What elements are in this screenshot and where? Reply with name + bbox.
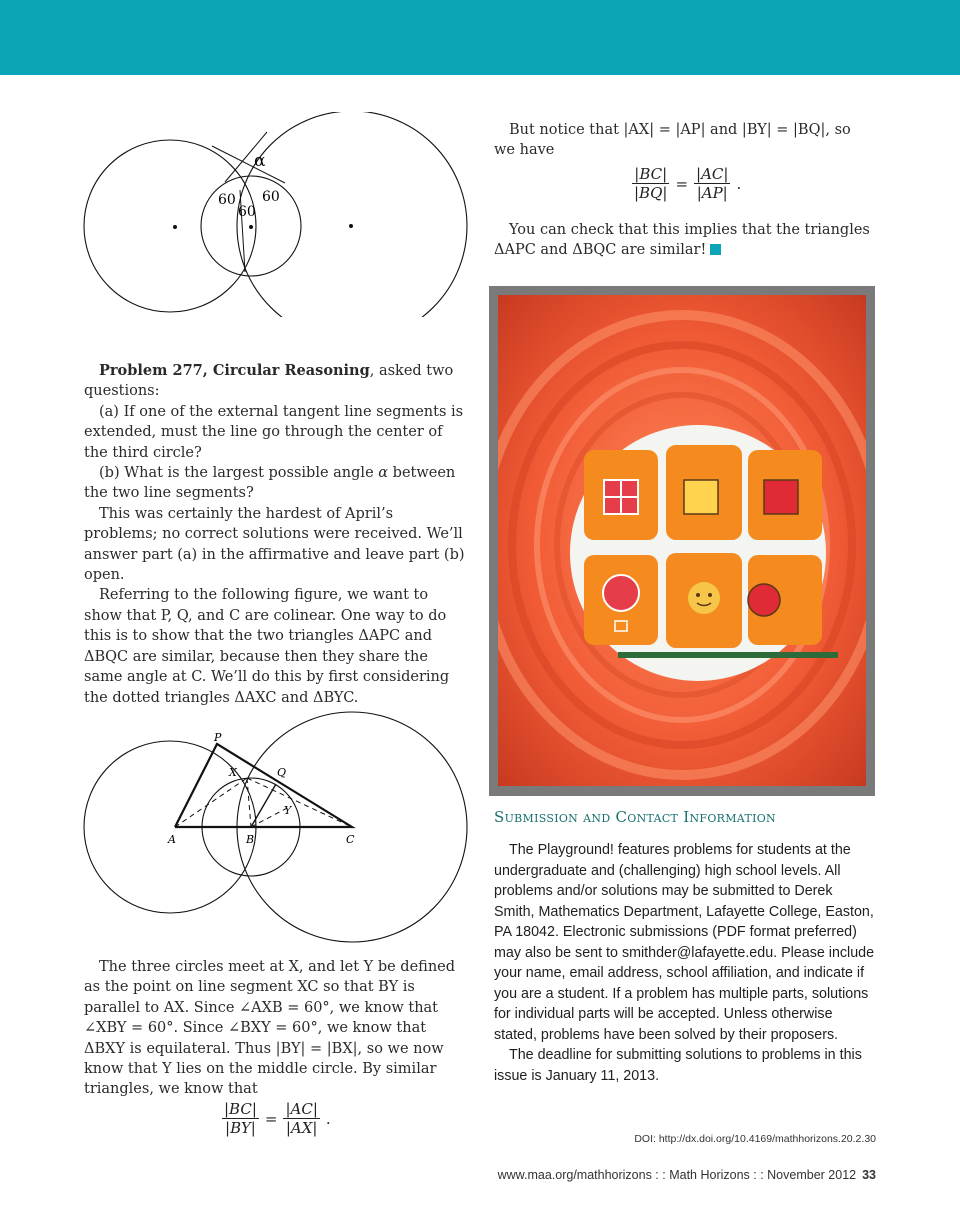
point-B: B — [246, 833, 255, 846]
eq1-num1: |BC| — [634, 165, 668, 183]
notice-paragraph: But notice that |AX| = |AP| and |BY| = |BQ|, so we have — [494, 122, 851, 159]
playground-photo — [489, 286, 875, 796]
question-b-2: between the two line segments? — [84, 465, 456, 502]
right-top-text — [494, 120, 876, 161]
angle-label-left: 60 — [218, 192, 236, 208]
referring-paragraph: Referring to the following figure, we want to show that P, Q, and C are colinear. One way to do this is to show that the two triangles ΔAPC and ΔBQC are similar, because then they share the same angle at C. We’ll do this by first considering the dotted triangles ΔAXC and ΔBYC. — [84, 587, 450, 706]
eq2-den2: |AX| — [285, 1119, 318, 1137]
tunnel-illustration — [498, 295, 866, 786]
submission-paragraph: The Playground! features problems for students at the undergraduate and (challenging) high school levels. All problems and/or solutions may be submitted to Derek Smith, Mathematics Department, Lafayette College, Easton, PA 18042. Electronic submissions (PDF format preferred) may also be sent to smithder@lafayette.edu. Please include your name, email address, school affiliation, and indicate if you are a student. If a problem has multiple parts, solutions for individual parts will be accepted. Unless otherwise stated, problems have been solved by their proposers. — [494, 842, 875, 1043]
eq2-num1: |BC| — [224, 1100, 257, 1118]
three-circles-paragraph — [84, 957, 466, 1100]
point-Y: Y — [284, 804, 292, 817]
ratio-equation-2: $\frac{|BC|}{|BY|}$ = $\frac{|AC|}{|AX|}$ . — [224, 1100, 331, 1137]
question-a: (a) If one of the external tangent line segments is extended, must the line go through the center of the third circle? — [84, 403, 464, 461]
point-P: P — [214, 731, 222, 744]
page-number: 33 — [862, 1168, 876, 1182]
eq1-num2: |AC| — [696, 165, 729, 183]
eq2-num2: |AC| — [285, 1100, 318, 1118]
point-Q: Q — [277, 766, 287, 779]
ratio-equation-1: $\frac{|BC|}{|BQ|}$ = $\frac{|AC|}{|AP|}$ . — [634, 165, 742, 202]
meet-paragraph: The three circles meet at X, and let Y be defined as the point on line segment XC so that BY is parallel to AX. Since ∠AXB = 60°, we know that ∠XBY = 60°. Since ∠BXY = 60°, we know that ΔBXY is equilateral. Thus |BY| = |BX|, so we now know that Y lies on the middle circle. By similar triangles, we know that — [84, 959, 456, 1098]
hardest-paragraph: This was certainly the hardest of April’s problems; no correct solutions were received. We’ll answer part (a) in the affirmative and leave part (b) open. — [84, 505, 465, 584]
doi-line: DOI: http://dx.doi.org/10.4169/mathhorizons.20.2.30 — [634, 1133, 876, 1145]
eq1-den1: |BQ| — [634, 184, 668, 202]
question-b-1: (b) What is the largest possible angle — [99, 465, 379, 482]
submission-text — [494, 840, 876, 1086]
eq1-den2: |AP| — [696, 184, 728, 202]
angle-label-right: 60 — [262, 189, 280, 205]
page-footer — [498, 1168, 876, 1182]
angle-label-center: 60 — [238, 204, 256, 220]
similar-paragraph — [494, 220, 876, 261]
footer-text: www.maa.org/mathhorizons : : Math Horizons : : November 2012 — [497, 1168, 857, 1182]
submission-heading: Submission and Contact Information — [494, 808, 776, 826]
header-band — [0, 0, 960, 75]
problem-intro: , asked two questions: — [84, 363, 454, 400]
end-mark — [710, 244, 721, 255]
check-line: You can check that this implies that the triangles — [509, 222, 870, 238]
deadline-paragraph: The deadline for submitting solutions to problems in this issue is January 11, 2013. — [494, 1047, 862, 1084]
three-circles-figure — [80, 112, 480, 317]
similar-line: ΔAPC and ΔBQC are similar! — [494, 242, 707, 259]
point-C: C — [346, 833, 355, 846]
point-A: A — [168, 833, 176, 846]
eq2-den1: |BY| — [225, 1119, 256, 1137]
problem-title: Problem 277, Circular Reasoning — [99, 362, 370, 379]
problem-277-text — [84, 361, 466, 708]
point-X: X — [229, 766, 237, 779]
triangle-circles-figure — [80, 705, 480, 950]
alpha-label: α — [254, 151, 266, 171]
question-b-alpha: α — [378, 465, 389, 482]
